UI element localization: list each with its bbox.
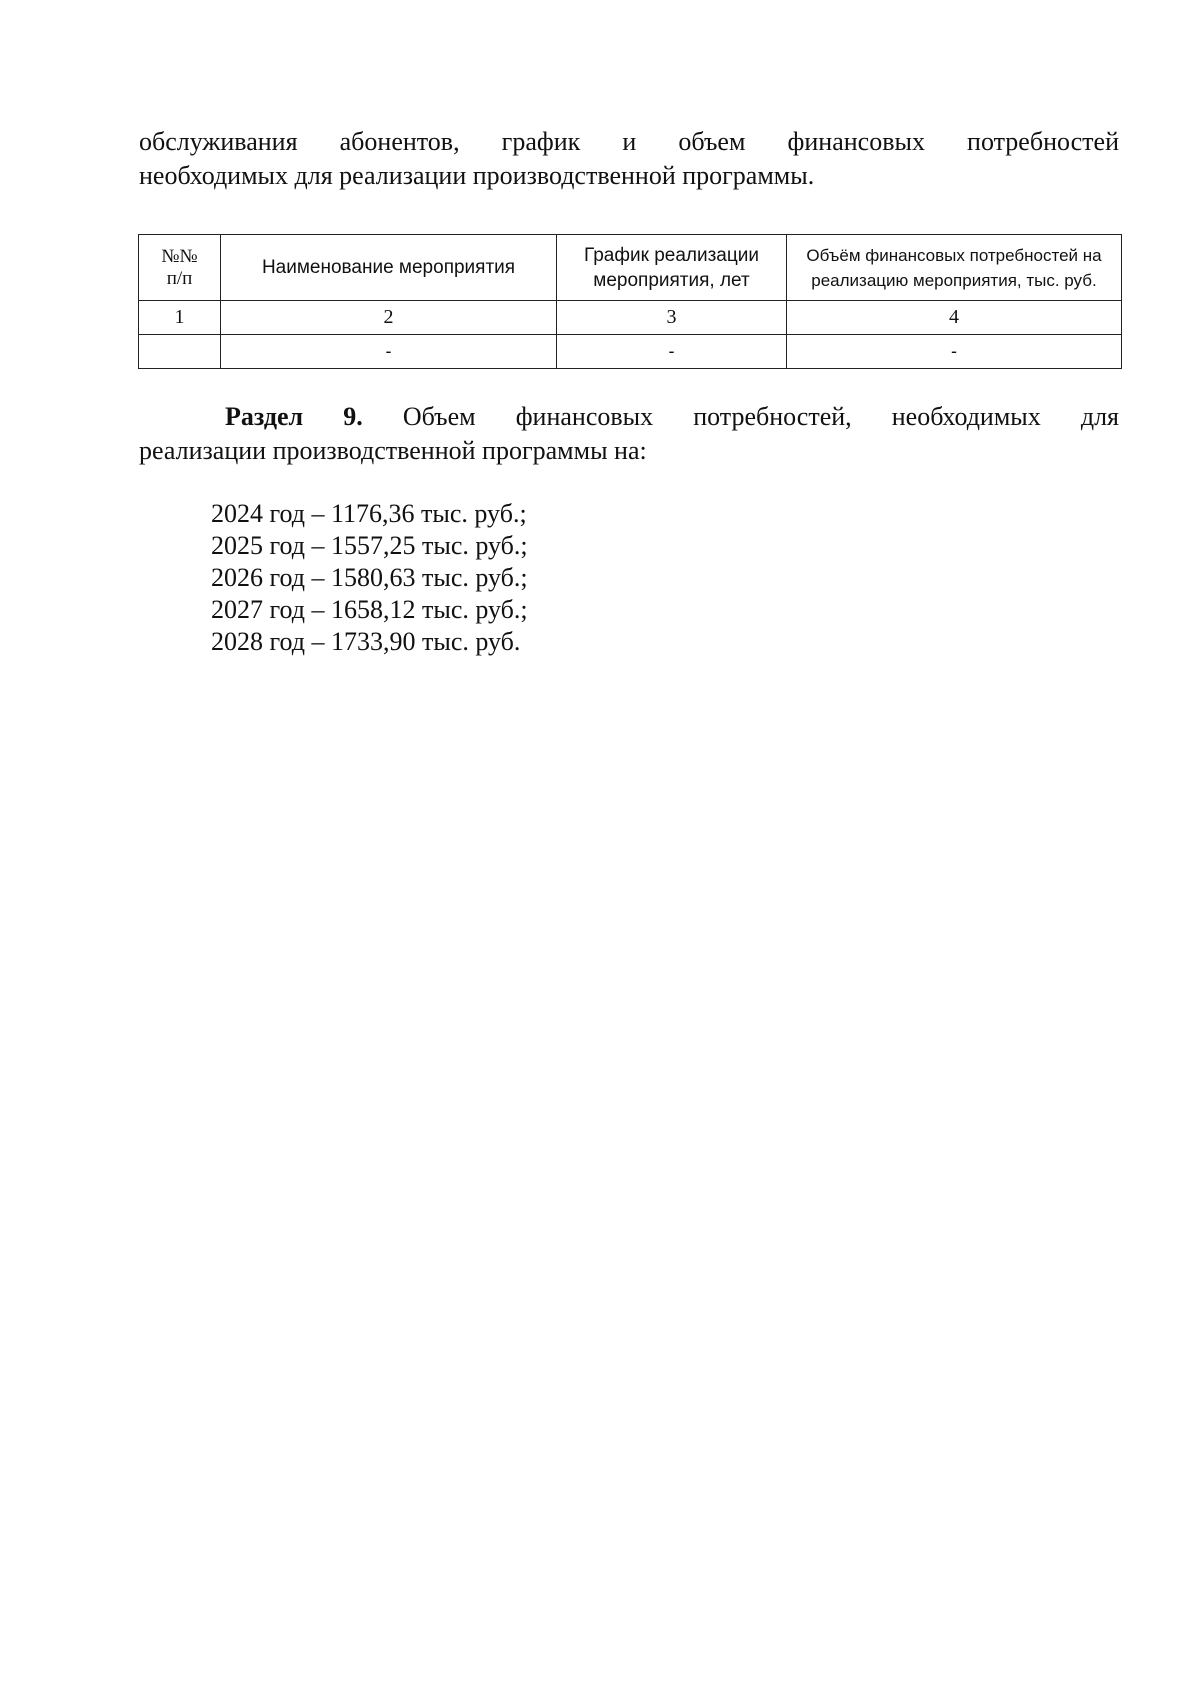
table-cell [139,335,221,369]
list-item: 2027 год – 1658,12 тыс. руб.; [211,595,528,624]
column-number-cell: 1 [139,301,221,335]
column-number-row [139,301,1122,335]
table-cell: - [787,335,1122,369]
list-item: 2024 год – 1176,36 тыс. руб.; [211,499,527,528]
table-header-row [139,235,1122,301]
intro-line-2: необходимых для реализации производственной программы. [139,161,815,190]
section-9-paragraph [139,400,1119,468]
intro-paragraph [139,125,1119,193]
column-number-cell: 2 [221,301,557,335]
table-cell: - [221,335,557,369]
column-number-cell: 4 [787,301,1122,335]
column-number-cell: 3 [557,301,787,335]
years-list [211,498,528,658]
section-label: Раздел 9. [225,402,363,431]
header-volume: Объём финансовых потребностей на реализацию мероприятия, тыс. руб. [787,235,1122,301]
measures-table [138,234,1122,369]
section-line-1 [139,400,1119,434]
section-line-2: реализации производственной программы на: [139,436,647,465]
table-cell: - [557,335,787,369]
header-name: Наименование мероприятия [221,235,557,301]
list-item: 2025 год – 1557,25 тыс. руб.; [211,531,528,560]
header-number-line-2: п/п [166,267,193,289]
header-schedule: График реализации мероприятия, лет [557,235,787,301]
list-item: 2028 год – 1733,90 тыс. руб. [211,627,521,656]
section-text-1: Объем финансовых потребностей, необходимых для [402,402,1120,431]
list-item: 2026 год – 1580,63 тыс. руб.; [211,563,528,592]
table-row [139,335,1122,369]
header-number-line-1: №№ [161,245,198,267]
intro-line-1: обслуживания абонентов, график и объем финансовых потребностей [139,127,1119,156]
header-number [139,235,221,301]
